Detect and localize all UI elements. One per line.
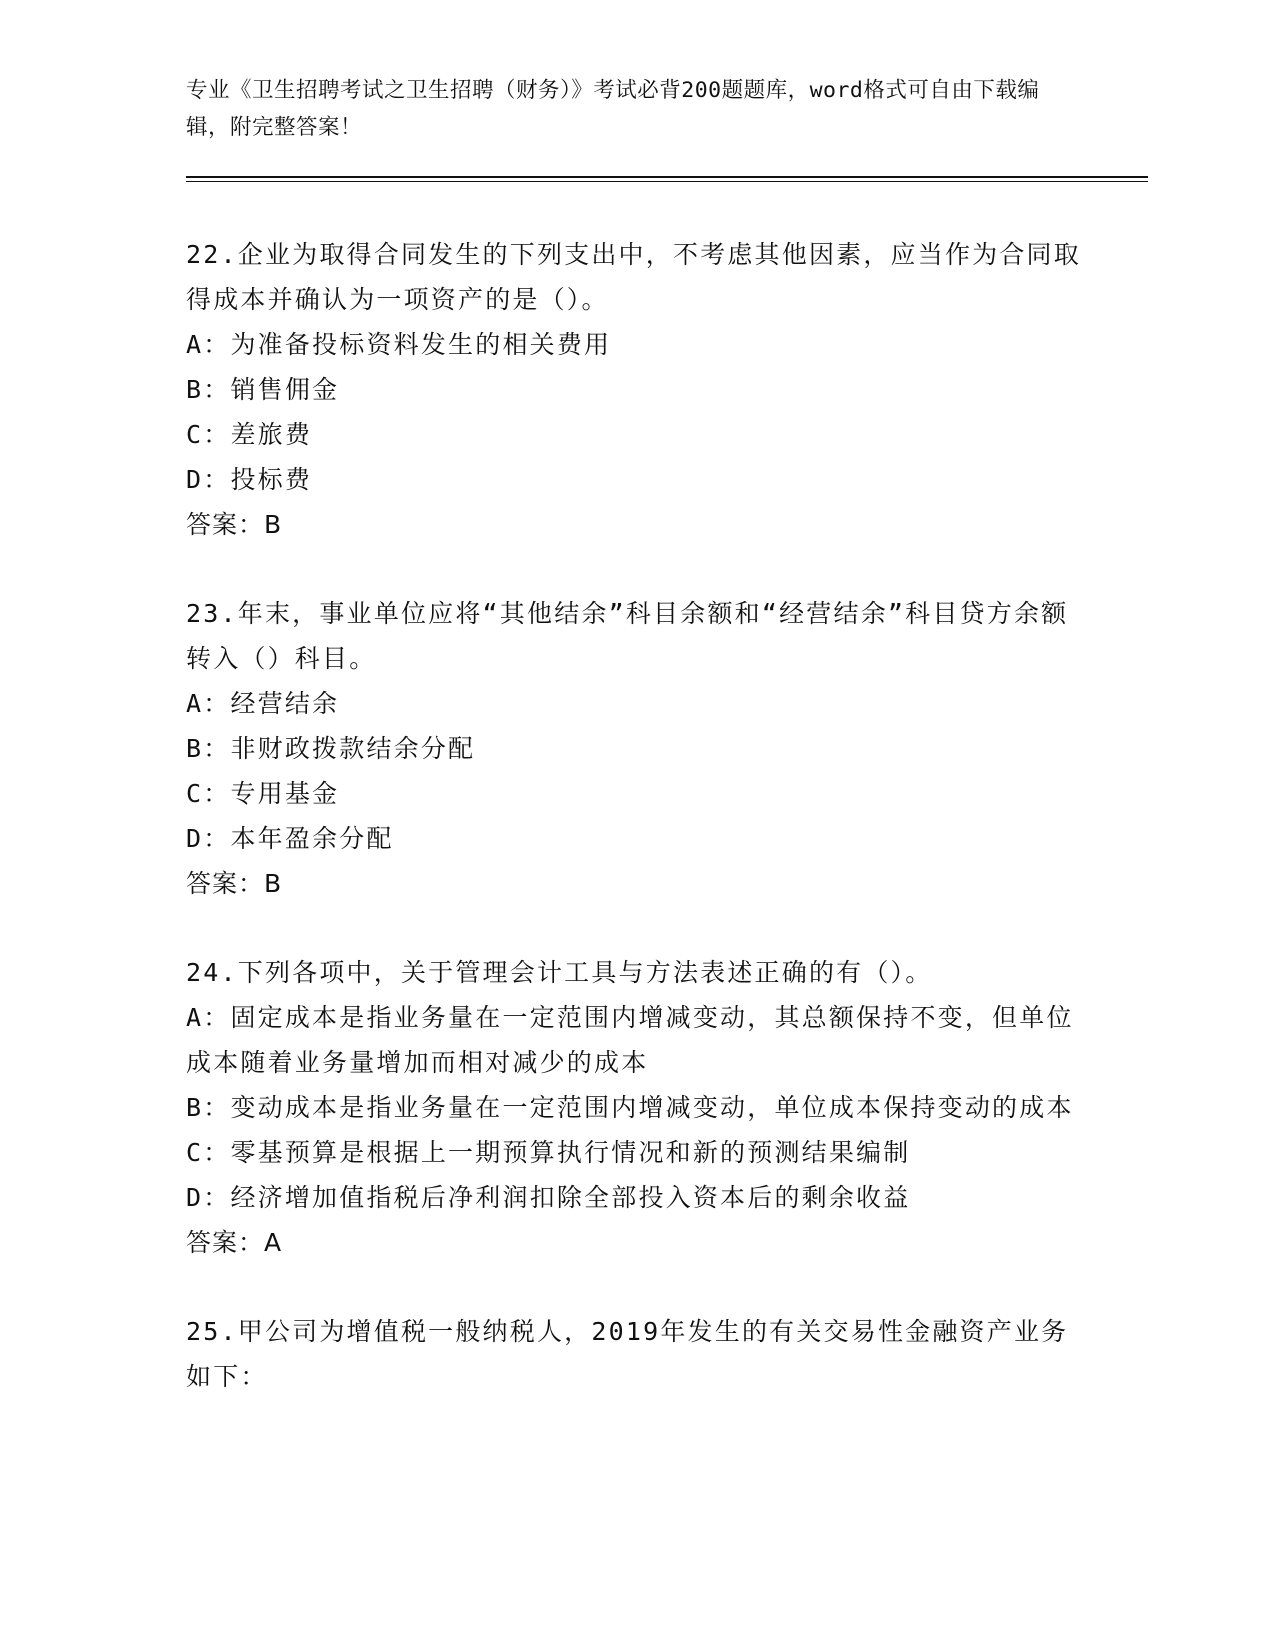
answer-line: 答案：B bbox=[186, 510, 283, 539]
option-d: D：经济增加值指税后净利润扣除全部投入资本后的剩余收益 bbox=[186, 1183, 911, 1212]
question-stem: 22.企业为取得合同发生的下列支出中，不考虑其他因素，应当作为合同取得成本并确认为一项资产的是（）。 bbox=[186, 240, 1081, 314]
question-stem: 25.甲公司为增值税一般纳税人，2019年发生的有关交易性金融资产业务如下： bbox=[186, 1317, 1069, 1391]
option-c: C：差旅费 bbox=[186, 420, 313, 449]
option-b: B：变动成本是指业务量在一定范围内增减变动，单位成本保持变动的成本 bbox=[186, 1093, 1074, 1122]
question-25 bbox=[186, 1309, 1086, 1399]
answer-line: 答案：A bbox=[186, 1228, 283, 1257]
option-c: C：专用基金 bbox=[186, 779, 340, 808]
option-a: A：固定成本是指业务量在一定范围内增减变动，其总额保持不变，但单位成本随着业务量增加而相对减少的成本 bbox=[186, 1003, 1074, 1077]
header-intro-text: 专业《卫生招聘考试之卫生招聘（财务）》考试必背200题题库，word格式可自由下载编辑，附完整答案！ bbox=[186, 78, 1040, 140]
option-d: D：本年盈余分配 bbox=[186, 824, 394, 853]
option-a: A：为准备投标资料发生的相关费用 bbox=[186, 330, 612, 359]
header-divider-thick bbox=[186, 176, 1148, 178]
option-d: D：投标费 bbox=[186, 465, 313, 494]
answer-line: 答案：B bbox=[186, 869, 283, 898]
question-stem: 23.年末，事业单位应将“其他结余”科目余额和“经营结余”科目贷方余额转入（）科目。 bbox=[186, 599, 1069, 673]
header-divider-thin bbox=[186, 181, 1148, 182]
option-c: C：零基预算是根据上一期预算执行情况和新的预测结果编制 bbox=[186, 1138, 911, 1167]
option-a: A：经营结余 bbox=[186, 689, 340, 718]
question-stem: 24.下列各项中，关于管理会计工具与方法表述正确的有（）。 bbox=[186, 958, 933, 987]
question-list bbox=[186, 232, 1086, 1443]
option-b: B：销售佣金 bbox=[186, 375, 340, 404]
question-23 bbox=[186, 591, 1086, 906]
option-b: B：非财政拨款结余分配 bbox=[186, 734, 476, 763]
document-header bbox=[186, 72, 1066, 146]
question-22 bbox=[186, 232, 1086, 547]
question-24 bbox=[186, 950, 1086, 1265]
